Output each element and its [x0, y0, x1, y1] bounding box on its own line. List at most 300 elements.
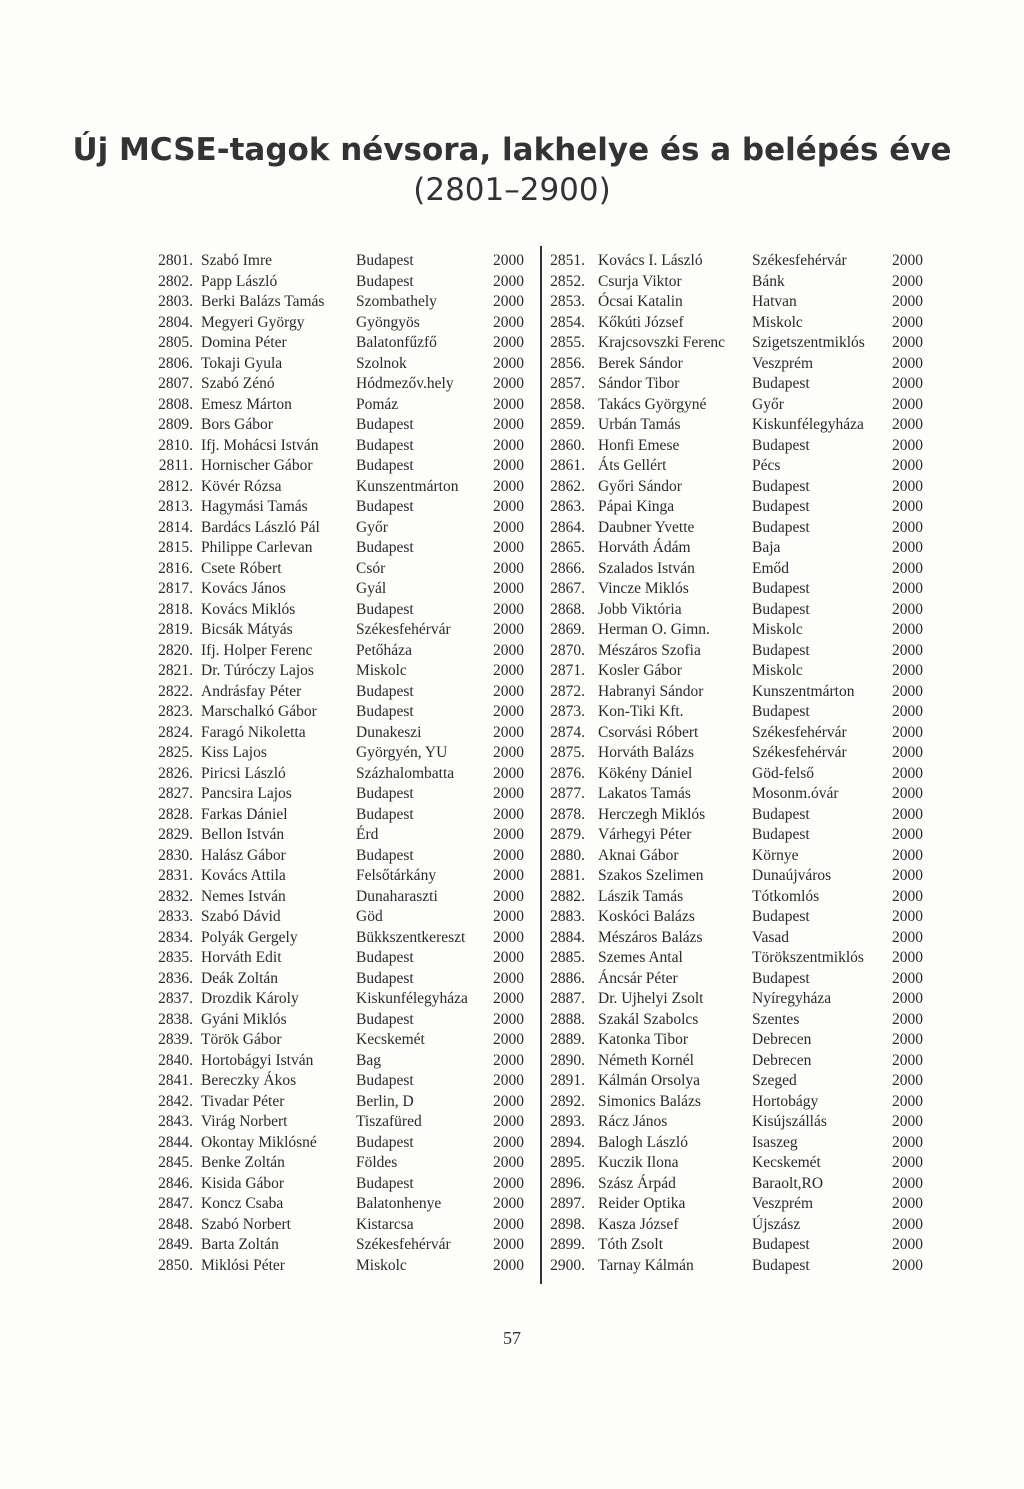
member-name: Tivadar Péter: [201, 1092, 285, 1110]
member-join-year: 2000: [493, 1051, 524, 1069]
member-city: Kiskunfélegyháza: [356, 990, 468, 1007]
member-city: Budapest: [356, 1072, 414, 1089]
member-row: [147, 620, 532, 641]
member-name: Szabó Dávid: [201, 908, 281, 925]
member-row: [147, 477, 532, 498]
member-join-year: 2000: [493, 949, 524, 966]
member-row: [147, 292, 532, 313]
member-number: 2864.: [550, 518, 585, 536]
member-name: Horváth Balázs: [598, 744, 694, 761]
member-name: Áts Gellért: [598, 457, 667, 474]
member-number: 2818.: [158, 600, 193, 618]
member-city: Budapest: [356, 785, 414, 802]
member-row: [147, 456, 532, 477]
member-city: Budapest: [356, 539, 414, 556]
member-city: Budapest: [356, 252, 414, 269]
member-name: Emesz Márton: [201, 395, 292, 413]
member-name: Honfi Emese: [598, 436, 680, 454]
member-city: Győr: [752, 395, 784, 413]
member-number: 2882.: [550, 887, 585, 905]
member-name: Faragó Nikoletta: [201, 723, 306, 741]
member-city: Pécs: [752, 457, 781, 474]
member-city: Kiskunfélegyháza: [752, 416, 864, 433]
member-name: Szemes Antal: [598, 949, 683, 966]
member-join-year: 2000: [892, 1031, 923, 1048]
member-number: 2886.: [550, 969, 585, 987]
member-city: Budapest: [356, 498, 414, 515]
member-join-year: 2000: [493, 1154, 524, 1171]
member-row: [147, 497, 532, 518]
member-city: Vasad: [752, 928, 790, 946]
member-number: 2858.: [550, 395, 585, 413]
member-name: Kőkúti József: [598, 313, 684, 331]
member-name: Németh Kornél: [598, 1051, 694, 1069]
member-name: Megyeri György: [201, 313, 305, 331]
member-join-year: 2000: [892, 416, 923, 433]
member-city: Veszprém: [752, 354, 814, 372]
member-city: Kistarcsa: [356, 1215, 414, 1233]
member-join-year: 2000: [892, 990, 923, 1007]
member-row: [147, 784, 532, 805]
member-join-year: 2000: [493, 580, 524, 597]
member-name: Reider Optika: [598, 1195, 686, 1212]
member-city: Budapest: [752, 1256, 810, 1274]
member-row: [147, 1215, 532, 1236]
member-name: Krajcsovszki Ferenc: [598, 334, 725, 351]
member-row: [147, 805, 532, 826]
member-city: Debrecen: [752, 1031, 812, 1048]
member-city: Budapest: [356, 416, 414, 433]
member-number: 2888.: [550, 1010, 585, 1028]
member-join-year: 2000: [892, 354, 923, 372]
member-number: 2841.: [158, 1072, 193, 1089]
member-city: Debrecen: [752, 1051, 812, 1069]
member-join-year: 2000: [493, 334, 524, 351]
member-number: 2834.: [158, 928, 193, 946]
member-row: [546, 641, 932, 662]
member-row: [546, 1194, 932, 1215]
member-name: Kosler Gábor: [598, 662, 682, 679]
member-join-year: 2000: [892, 785, 923, 802]
member-row: [147, 395, 532, 416]
member-city: Budapest: [752, 580, 810, 597]
member-city: Székesfehérvár: [356, 1236, 451, 1253]
member-row: [147, 579, 532, 600]
member-row: [147, 866, 532, 887]
member-join-year: 2000: [493, 1195, 524, 1212]
member-number: 2861.: [550, 457, 585, 474]
member-name: Ócsai Katalin: [598, 293, 683, 310]
member-row: [546, 415, 932, 436]
member-join-year: 2000: [493, 477, 524, 495]
member-city: Kunszentmárton: [356, 477, 459, 495]
member-city: Budapest: [752, 908, 810, 925]
member-row: [546, 538, 932, 559]
member-number: 2801.: [158, 252, 193, 269]
member-city: Bükkszentkereszt: [356, 928, 466, 946]
member-row: [147, 641, 532, 662]
member-row: [147, 764, 532, 785]
member-join-year: 2000: [493, 600, 524, 618]
member-city: Kisújszállás: [752, 1113, 827, 1130]
member-city: Hódmezőv.hely: [356, 375, 454, 392]
member-row: [546, 1010, 932, 1031]
member-name: Bors Gábor: [201, 416, 273, 433]
member-join-year: 2000: [493, 1236, 524, 1253]
member-row: [147, 825, 532, 846]
member-row: [147, 1133, 532, 1154]
member-name: Hornischer Gábor: [201, 457, 313, 474]
member-name: Kisida Gábor: [201, 1174, 285, 1192]
member-join-year: 2000: [493, 293, 524, 310]
member-join-year: 2000: [493, 457, 524, 474]
member-number: 2820.: [158, 641, 193, 659]
member-join-year: 2000: [892, 293, 923, 310]
member-name: Drozdik Károly: [201, 990, 299, 1007]
member-row: [546, 1256, 932, 1277]
member-name: Kövér Rózsa: [201, 477, 282, 495]
member-row: [546, 1030, 932, 1051]
member-name: Bellon István: [201, 826, 285, 843]
member-city: Budapest: [356, 436, 414, 454]
member-join-year: 2000: [892, 723, 923, 741]
member-row: [546, 764, 932, 785]
member-city: Budapest: [356, 1133, 414, 1151]
member-number: 2880.: [550, 846, 585, 864]
member-row: [147, 1153, 532, 1174]
column-divider: [540, 246, 542, 1284]
member-name: Miklósi Péter: [201, 1256, 285, 1274]
member-name: Ifj. Mohácsi István: [201, 436, 319, 454]
member-name: Bereczky Ákos: [201, 1072, 297, 1089]
member-city: Veszprém: [752, 1195, 814, 1212]
member-name: Berki Balázs Tamás: [201, 293, 325, 310]
member-number: 2898.: [550, 1215, 585, 1233]
member-join-year: 2000: [892, 1256, 923, 1274]
member-join-year: 2000: [892, 539, 923, 556]
member-city: Budapest: [356, 703, 414, 720]
member-join-year: 2000: [892, 1092, 923, 1110]
member-join-year: 2000: [892, 764, 923, 782]
member-number: 2850.: [158, 1256, 193, 1274]
member-name: Pancsira Lajos: [201, 785, 292, 802]
member-number: 2899.: [550, 1236, 585, 1253]
member-join-year: 2000: [892, 600, 923, 618]
member-city: Hortobágy: [752, 1092, 819, 1110]
member-join-year: 2000: [892, 805, 923, 823]
member-city: Berlin, D: [356, 1092, 414, 1110]
member-number: 2900.: [550, 1256, 585, 1274]
member-list-right-column: [546, 251, 932, 1276]
member-join-year: 2000: [493, 313, 524, 331]
member-number: 2872.: [550, 682, 585, 700]
member-row: [147, 354, 532, 375]
member-join-year: 2000: [493, 1010, 524, 1028]
member-number: 2810.: [158, 436, 193, 454]
member-row: [546, 661, 932, 682]
member-name: Dr. Ujhelyi Zsolt: [598, 990, 704, 1007]
member-number: 2835.: [158, 949, 193, 966]
member-join-year: 2000: [493, 969, 524, 987]
member-join-year: 2000: [892, 1154, 923, 1171]
member-number: 2813.: [158, 498, 193, 515]
member-row: [147, 743, 532, 764]
member-city: Tiszafüred: [356, 1113, 422, 1130]
member-row: [147, 518, 532, 539]
member-row: [147, 251, 532, 272]
member-row: [546, 846, 932, 867]
member-row: [147, 969, 532, 990]
member-city: Kecskemét: [356, 1031, 425, 1048]
member-join-year: 2000: [892, 1010, 923, 1028]
member-join-year: 2000: [493, 990, 524, 1007]
member-join-year: 2000: [892, 498, 923, 515]
member-city: Göd: [356, 908, 383, 925]
member-number: 2817.: [158, 580, 193, 597]
member-city: Budapest: [752, 477, 810, 495]
member-row: [147, 272, 532, 293]
member-city: Szolnok: [356, 354, 407, 372]
member-city: Törökszentmiklós: [752, 949, 864, 966]
member-city: Bánk: [752, 272, 785, 290]
member-number: 2857.: [550, 375, 585, 392]
member-number: 2819.: [158, 621, 193, 638]
member-row: [147, 559, 532, 580]
member-row: [546, 825, 932, 846]
member-number: 2868.: [550, 600, 585, 618]
member-row: [546, 559, 932, 580]
member-name: Mészáros Szofia: [598, 641, 701, 659]
member-row: [147, 989, 532, 1010]
member-city: Budapest: [752, 703, 810, 720]
member-number: 2802.: [158, 272, 193, 290]
member-join-year: 2000: [493, 539, 524, 556]
member-name: Hortobágyi István: [201, 1051, 314, 1069]
member-name: Benke Zoltán: [201, 1154, 285, 1171]
member-name: Csorvási Róbert: [598, 723, 699, 741]
member-name: Pápai Kinga: [598, 498, 675, 515]
member-join-year: 2000: [493, 744, 524, 761]
member-name: Hagymási Tamás: [201, 498, 308, 515]
member-name: Barta Zoltán: [201, 1236, 279, 1253]
member-name: Herman O. Gimn.: [598, 621, 710, 638]
member-city: Györgyén, YU: [356, 744, 448, 761]
member-name: Csurja Viktor: [598, 272, 682, 290]
member-city: Szentes: [752, 1010, 800, 1028]
member-join-year: 2000: [493, 805, 524, 823]
member-city: Kecskemét: [752, 1154, 821, 1171]
member-join-year: 2000: [493, 826, 524, 843]
member-name: Simonics Balázs: [598, 1092, 701, 1110]
member-name: Bicsák Mátyás: [201, 621, 293, 638]
member-city: Szigetszentmiklós: [752, 334, 865, 351]
member-city: Budapest: [356, 1174, 414, 1192]
member-row: [546, 928, 932, 949]
member-join-year: 2000: [493, 1092, 524, 1110]
member-name: Kon-Tiki Kft.: [598, 703, 684, 720]
member-city: Győr: [356, 518, 388, 536]
member-join-year: 2000: [892, 908, 923, 925]
member-name: Farkas Dániel: [201, 805, 288, 823]
member-city: Székesfehérvár: [752, 723, 847, 741]
member-join-year: 2000: [493, 928, 524, 946]
member-row: [546, 1112, 932, 1133]
member-name: Katonka Tibor: [598, 1031, 688, 1048]
member-join-year: 2000: [892, 1072, 923, 1089]
member-number: 2839.: [158, 1031, 193, 1048]
member-city: Petőháza: [356, 641, 412, 659]
member-join-year: 2000: [493, 703, 524, 720]
member-number: 2822.: [158, 682, 193, 700]
member-join-year: 2000: [892, 559, 923, 577]
member-number: 2847.: [158, 1195, 193, 1212]
member-name: Áncsár Péter: [598, 969, 678, 987]
member-name: Koskóci Balázs: [598, 908, 695, 925]
member-join-year: 2000: [892, 252, 923, 269]
member-number: 2860.: [550, 436, 585, 454]
member-join-year: 2000: [892, 621, 923, 638]
member-number: 2889.: [550, 1031, 585, 1048]
member-join-year: 2000: [892, 580, 923, 597]
member-join-year: 2000: [493, 641, 524, 659]
member-city: Budapest: [752, 969, 810, 987]
member-name: Takács Györgyné: [598, 395, 707, 413]
member-row: [546, 374, 932, 395]
member-city: Budapest: [356, 949, 414, 966]
member-number: 2815.: [158, 539, 193, 556]
member-row: [147, 600, 532, 621]
member-number: 2828.: [158, 805, 193, 823]
member-join-year: 2000: [493, 867, 524, 884]
page-title: Új MCSE-tagok névsora, lakhelye és a belépés éve: [72, 132, 952, 168]
member-city: Százhalombatta: [356, 764, 455, 782]
member-number: 2855.: [550, 334, 585, 351]
member-join-year: 2000: [493, 1031, 524, 1048]
member-name: Habranyi Sándor: [598, 682, 704, 700]
member-number: 2809.: [158, 416, 193, 433]
member-city: Mosonm.óvár: [752, 785, 839, 802]
member-join-year: 2000: [892, 703, 923, 720]
member-number: 2845.: [158, 1154, 193, 1171]
member-city: Budapest: [752, 1236, 810, 1253]
member-name: Szalados István: [598, 559, 695, 577]
member-join-year: 2000: [892, 826, 923, 843]
member-join-year: 2000: [892, 272, 923, 290]
member-city: Felsőtárkány: [356, 867, 437, 884]
member-join-year: 2000: [493, 785, 524, 802]
member-name: Balogh László: [598, 1133, 688, 1151]
member-join-year: 2000: [892, 518, 923, 536]
member-number: 2816.: [158, 559, 193, 577]
member-join-year: 2000: [493, 846, 524, 864]
member-join-year: 2000: [892, 887, 923, 905]
member-row: [546, 620, 932, 641]
member-number: 2812.: [158, 477, 193, 495]
member-row: [546, 1153, 932, 1174]
member-join-year: 2000: [892, 334, 923, 351]
member-row: [147, 661, 532, 682]
member-row: [546, 1174, 932, 1195]
member-city: Miskolc: [752, 621, 803, 638]
member-name: Sándor Tibor: [598, 375, 680, 392]
member-row: [546, 1215, 932, 1236]
member-row: [147, 948, 532, 969]
member-row: [147, 1235, 532, 1256]
member-city: Székesfehérvár: [752, 744, 847, 761]
member-number: 2824.: [158, 723, 193, 741]
member-name: Kálmán Orsolya: [598, 1072, 701, 1089]
member-number: 2869.: [550, 621, 585, 638]
member-city: Baraolt,RO: [752, 1174, 824, 1192]
member-row: [546, 579, 932, 600]
member-number: 2832.: [158, 887, 193, 905]
member-city: Budapest: [752, 498, 810, 515]
member-row: [147, 907, 532, 928]
member-name: Szakál Szabolcs: [598, 1010, 699, 1028]
member-city: Budapest: [752, 436, 810, 454]
member-name: Jobb Viktória: [598, 600, 682, 618]
member-name: Kasza József: [598, 1215, 679, 1233]
member-number: 2878.: [550, 805, 585, 823]
member-number: 2870.: [550, 641, 585, 659]
member-row: [546, 1071, 932, 1092]
member-join-year: 2000: [892, 1133, 923, 1151]
member-name: Kiss Lajos: [201, 744, 267, 761]
member-join-year: 2000: [493, 1256, 524, 1274]
member-join-year: 2000: [493, 272, 524, 290]
member-row: [147, 313, 532, 334]
member-row: [546, 1133, 932, 1154]
member-join-year: 2000: [892, 477, 923, 495]
member-row: [147, 1174, 532, 1195]
member-row: [546, 497, 932, 518]
page-number: 57: [503, 1328, 521, 1348]
member-number: 2814.: [158, 518, 193, 536]
member-row: [147, 1010, 532, 1031]
member-name: Aknai Gábor: [598, 846, 679, 864]
member-row: [147, 436, 532, 457]
member-number: 2829.: [158, 826, 193, 843]
member-number: 2837.: [158, 990, 193, 1007]
member-row: [546, 866, 932, 887]
member-city: Budapest: [752, 641, 810, 659]
member-row: [546, 948, 932, 969]
member-row: [546, 1092, 932, 1113]
member-name: Koncz Csaba: [201, 1195, 284, 1212]
member-number: 2804.: [158, 313, 193, 331]
member-number: 2853.: [550, 293, 585, 310]
member-join-year: 2000: [892, 641, 923, 659]
member-name: Gyáni Miklós: [201, 1010, 287, 1028]
member-number: 2823.: [158, 703, 193, 720]
member-join-year: 2000: [493, 559, 524, 577]
member-join-year: 2000: [892, 928, 923, 946]
member-row: [147, 1194, 532, 1215]
member-join-year: 2000: [892, 1236, 923, 1253]
member-number: 2879.: [550, 826, 585, 843]
page-subtitle-range: (2801–2900): [413, 172, 611, 208]
member-name: Kökény Dániel: [598, 764, 693, 782]
member-city: Dunaharaszti: [356, 887, 438, 905]
member-name: Lakatos Tamás: [598, 785, 691, 802]
member-city: Isaszeg: [752, 1133, 798, 1151]
member-name: Kovács Attila: [201, 867, 286, 884]
member-row: [147, 723, 532, 744]
member-row: [546, 682, 932, 703]
member-join-year: 2000: [493, 395, 524, 413]
member-name: Tokaji Gyula: [201, 354, 283, 372]
member-name: Okontay Miklósné: [201, 1133, 317, 1151]
